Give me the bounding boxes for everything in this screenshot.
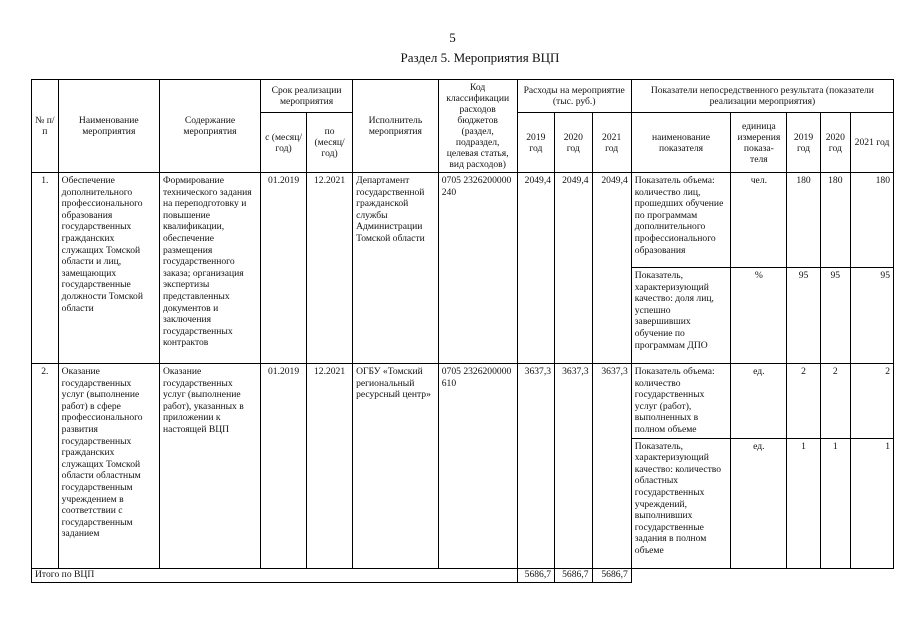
row-exp-2021: 3637,3 [592, 364, 631, 569]
indicator-2019: 95 [787, 268, 820, 364]
row-term-to: 12.2021 [307, 364, 353, 569]
row-exp-2021: 2049,4 [592, 173, 631, 364]
row-content: Формирование технического задания на переподготовку и повышение квалификации, обеспечение размещения государственного заказа; организация экспертизы представленных документов и заключения государственных контрактов [159, 173, 260, 364]
total-empty [631, 568, 893, 582]
table-row [32, 364, 894, 439]
indicator-2020: 180 [820, 173, 850, 268]
indicator-unit: ед. [731, 364, 787, 439]
header-exp-2021: 2021 год [592, 113, 631, 173]
indicator-unit: % [731, 268, 787, 364]
total-exp-2020: 5686,7 [555, 568, 592, 582]
row-code: 0705 2326200000 610 [438, 364, 517, 569]
indicator-2021: 95 [851, 268, 894, 364]
row-num: 2. [32, 364, 59, 569]
row-code: 0705 2326200000 240 [438, 173, 517, 364]
header-exp-2020: 2020 год [555, 113, 592, 173]
header-executor: Исполнитель мероприятия [353, 80, 439, 173]
indicator-2021: 2 [851, 364, 894, 439]
total-exp-2019: 5686,7 [517, 568, 554, 582]
row-content: Оказание государственных услуг (выполнение работ), указанных в приложении к настоящей ВЦП [159, 364, 260, 569]
indicator-2020: 2 [820, 364, 850, 439]
row-executor: ОГБУ «Томский региональный ресурсный центр» [353, 364, 439, 569]
row-exp-2020: 2049,4 [555, 173, 592, 364]
row-name: Оказание государственных услуг (выполнение работ) в сфере профессионального развития государственных гражданских служащих Томской области областным государственным учреждением в соответствии с государственным заданием [58, 364, 159, 569]
indicator-unit: чел. [731, 173, 787, 268]
header-ind-2019: 2019 год [787, 113, 820, 173]
indicator-2020: 95 [820, 268, 850, 364]
header-expenses: Расходы на мероприятие (тыс. руб.) [517, 80, 631, 113]
header-indicators: Показатели непосредственного результата (показатели реализации мероприятия) [631, 80, 893, 113]
table-row [32, 173, 894, 268]
indicator-name: Показатель объема: количество государственных услуг (работ), выполненных в полном объеме [631, 364, 731, 439]
measures-table [31, 79, 894, 583]
header-code: Код классификации расходов бюджетов (раздел, подраздел, целевая статья, вид расходов) [438, 80, 517, 173]
indicator-2019: 180 [787, 173, 820, 268]
header-indicator-unit: единица измерения показа- теля [731, 113, 787, 173]
section-title: Раздел 5. Мероприятия ВЦП [400, 50, 560, 65]
row-exp-2019: 3637,3 [517, 364, 554, 569]
row-executor: Департамент государственной гражданской службы Администрации Томской области [353, 173, 439, 364]
header-exp-2019: 2019 год [517, 113, 554, 173]
row-term-from: 01.2019 [261, 364, 307, 569]
total-label: Итого по ВЦП [32, 568, 518, 582]
indicator-unit: ед. [731, 438, 787, 568]
row-term-to: 12.2021 [307, 173, 353, 364]
header-num: № п/п [32, 80, 59, 173]
header-ind-2020: 2020 год [820, 113, 850, 173]
indicator-2021: 180 [851, 173, 894, 268]
header-term-from: с (месяц/ год) [261, 113, 307, 173]
total-row [32, 568, 894, 582]
header-term: Срок реализации мероприятия [261, 80, 353, 113]
header-ind-2021: 2021 год [851, 113, 894, 173]
header-term-to: по (месяц/ год) [307, 113, 353, 173]
indicator-2019: 2 [787, 364, 820, 439]
indicator-2019: 1 [787, 438, 820, 568]
indicator-2020: 1 [820, 438, 850, 568]
page-number: 5 [449, 30, 456, 45]
indicator-name: Показатель, характеризующий качество: количество областных государственных учреждений, выполнивших государственные задания в полном объеме [631, 438, 731, 568]
indicator-name: Показатель, характеризующий качество: доля лиц, успешно завершивших обучение по программам ДПО [631, 268, 731, 364]
header-content: Содержание мероприятия [159, 80, 260, 173]
header-name: Наименование мероприятия [58, 80, 159, 173]
total-exp-2021: 5686,7 [592, 568, 631, 582]
row-term-from: 01.2019 [261, 173, 307, 364]
indicator-2021: 1 [851, 438, 894, 568]
indicator-name: Показатель объема: количество лиц, прошедших обучение по программам дополнительного профессионального образования [631, 173, 731, 268]
header-indicator-name: наименование показателя [631, 113, 731, 173]
row-num: 1. [32, 173, 59, 364]
row-name: Обеспечение дополнительного профессионального образования государственных гражданских служащих Томской области и лиц, замещающих государственные должности Томской области [58, 173, 159, 364]
row-exp-2020: 3637,3 [555, 364, 592, 569]
row-exp-2019: 2049,4 [517, 173, 554, 364]
